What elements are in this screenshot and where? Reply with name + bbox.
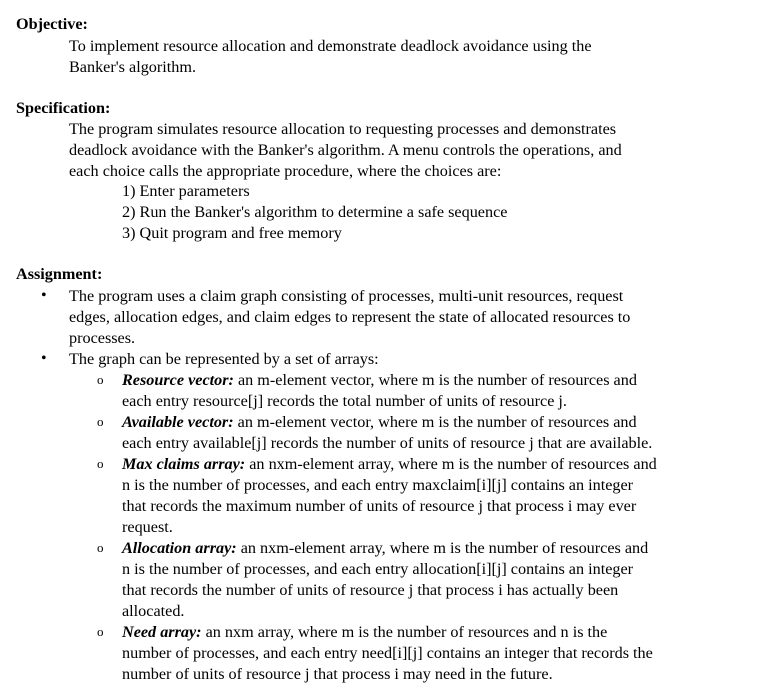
objective-heading: Objective:: [16, 15, 88, 33]
sub-bullet-icon: o: [97, 372, 104, 387]
sub-bullet-icon: o: [97, 540, 104, 555]
resource-vector-line-1: [122, 370, 722, 391]
specification-line-1: The program simulates resource allocation to requesting processes and demonstrates: [69, 120, 617, 138]
specification-line-2: deadlock avoidance with the Banker's algorithm. A menu controls the operations, and: [69, 141, 622, 159]
sub-bullet-icon: o: [97, 456, 104, 471]
resource-vector-line-2: each entry resource[j] records the total number of units of resource j.: [122, 392, 567, 410]
need-term: Need array:: [122, 623, 202, 641]
allocation-line-3: that records the number of units of resource j that process i has actually been: [122, 581, 619, 599]
need-text: an nxm array, where m is the number of resources and n is the: [201, 623, 608, 641]
resource-vector-text: an m-element vector, where m is the number of resources and: [233, 371, 637, 389]
resource-vector-term: Resource vector:: [122, 371, 234, 389]
bullet2-line: The graph can be represented by a set of arrays:: [69, 350, 379, 368]
objective-line-1: To implement resource allocation and demonstrate deadlock avoidance using the: [69, 37, 592, 55]
allocation-line-2: n is the number of processes, and each entry allocation[i][j] contains an integer: [122, 560, 634, 578]
menu-item-quit: 3) Quit program and free memory: [122, 224, 342, 242]
allocation-line-4: allocated.: [122, 602, 185, 620]
sub-bullet-icon: o: [97, 414, 104, 429]
max-claims-line-4: request.: [122, 518, 173, 536]
sub-bullet-icon: o: [97, 624, 104, 639]
need-line-1: [122, 622, 722, 643]
menu-item-run-bankers: 2) Run the Banker's algorithm to determine a safe sequence: [122, 203, 508, 221]
max-claims-line-1: [122, 454, 722, 475]
bullet-icon: •: [41, 287, 47, 304]
bullet1-line-1: The program uses a claim graph consisting of processes, multi-unit resources, request: [69, 287, 624, 305]
need-line-2: number of processes, and each entry need[i][j] contains an integer that records the: [122, 644, 653, 662]
allocation-term: Allocation array:: [122, 539, 237, 557]
bullet-icon: •: [41, 350, 47, 367]
available-vector-term: Available vector:: [122, 413, 234, 431]
specification-line-3: each choice calls the appropriate procedure, where the choices are:: [69, 162, 502, 180]
bullet1-line-3: processes.: [69, 329, 136, 347]
allocation-line-1: [122, 538, 722, 559]
available-vector-line-1: [122, 412, 722, 433]
max-claims-line-3: that records the maximum number of units of resource j that process i may ever: [122, 497, 637, 515]
max-claims-text: an nxm-element array, where m is the number of resources and: [245, 455, 657, 473]
max-claims-term: Max claims array:: [122, 455, 246, 473]
objective-line-2: Banker's algorithm.: [69, 58, 196, 76]
allocation-text: an nxm-element array, where m is the number of resources and: [236, 539, 649, 557]
available-vector-line-2: each entry available[j] records the number of units of resource j that are available.: [122, 434, 653, 452]
bullet1-line-2: edges, allocation edges, and claim edges to represent the state of allocated resources to: [69, 308, 631, 326]
assignment-heading: Assignment:: [16, 265, 103, 283]
max-claims-line-2: n is the number of processes, and each entry maxclaim[i][j] contains an integer: [122, 476, 634, 494]
available-vector-text: an m-element vector, where m is the number of resources and: [233, 413, 637, 431]
menu-item-enter-parameters: 1) Enter parameters: [122, 182, 250, 200]
need-line-3: number of units of resource j that process i may need in the future.: [122, 665, 553, 683]
specification-heading: Specification:: [16, 99, 111, 117]
